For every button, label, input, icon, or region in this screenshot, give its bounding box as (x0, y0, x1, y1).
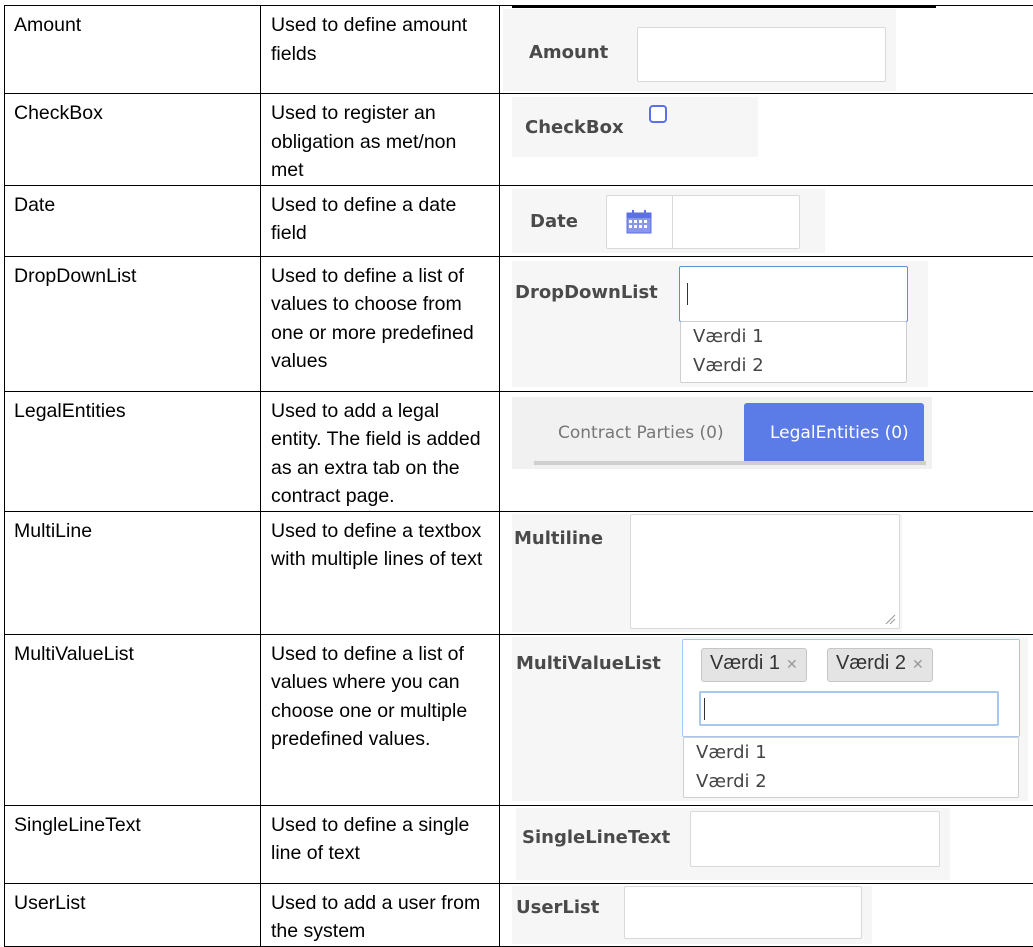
field-preview-cell (500, 256, 1033, 391)
table-row (5, 511, 1033, 634)
dropdown-option[interactable]: Værdi 1 (693, 326, 764, 347)
dropdown-preview (512, 261, 928, 387)
field-name: CheckBox (14, 99, 252, 128)
legal-entities-preview (512, 397, 932, 469)
calendar-icon (626, 210, 652, 234)
field-types-table (4, 5, 1033, 947)
field-description-cell (261, 6, 500, 94)
dropdown-input[interactable] (679, 266, 908, 322)
multiline-textarea[interactable] (630, 514, 900, 629)
field-name-cell (5, 6, 261, 94)
divider (512, 6, 936, 8)
multivalue-preview (512, 637, 1028, 801)
checkbox-input[interactable] (649, 105, 667, 123)
tag-label: Værdi 2 (836, 652, 906, 674)
multivalue-option[interactable]: Værdi 2 (696, 771, 767, 792)
field-name: MultiValueList (14, 640, 252, 669)
multivalue-option[interactable]: Værdi 1 (696, 742, 767, 763)
field-description: Used to add a legal entity. The field is added as an extra tab on the contract page. (271, 397, 491, 511)
dropdown-label: DropDownList (515, 282, 658, 303)
tab-label: Contract Parties (0) (558, 423, 724, 443)
userlist-label: UserList (516, 897, 599, 918)
table-row (5, 256, 1033, 391)
field-name: DropDownList (14, 262, 252, 291)
amount-input[interactable] (637, 27, 886, 82)
field-description-cell (261, 185, 500, 256)
multivalue-input[interactable] (682, 639, 1020, 737)
field-name: Amount (14, 11, 252, 40)
field-name-cell (5, 805, 261, 883)
table-row (5, 634, 1033, 805)
checkbox-preview (512, 97, 758, 157)
field-description: Used to define a date field (271, 191, 491, 248)
field-description-cell (261, 511, 500, 634)
field-preview-cell (500, 805, 1033, 883)
tab-label: LegalEntities (0) (770, 423, 909, 443)
multivalue-search-input[interactable] (699, 691, 999, 726)
calendar-button[interactable] (607, 196, 673, 248)
date-input[interactable] (606, 195, 800, 249)
table-row (5, 883, 1033, 946)
multivalue-options (683, 737, 1019, 798)
field-name: LegalEntities (14, 397, 252, 426)
remove-tag-icon[interactable]: ✕ (912, 656, 924, 672)
tag-label: Værdi 1 (710, 652, 780, 674)
amount-preview (503, 9, 896, 91)
field-preview-cell (500, 185, 1033, 256)
date-label: Date (530, 211, 578, 232)
text-caret (704, 698, 705, 720)
field-name: MultiLine (14, 517, 252, 546)
checkbox-label: CheckBox (525, 117, 624, 138)
field-name-cell (5, 256, 261, 391)
dropdown-option[interactable]: Værdi 2 (693, 355, 764, 376)
multiline-label: Multiline (514, 528, 603, 549)
field-name: UserList (14, 889, 252, 918)
field-description-cell (261, 634, 500, 805)
field-name-cell (5, 185, 261, 256)
table-row (5, 391, 1033, 511)
field-name-cell (5, 883, 261, 946)
tab-contract-parties[interactable] (534, 403, 744, 461)
field-name-cell (5, 511, 261, 634)
field-preview-cell (500, 883, 1033, 946)
tab-underline (534, 461, 926, 465)
userlist-preview (512, 886, 872, 944)
text-caret (687, 283, 688, 305)
field-description: Used to define a list of values where you can choose one or multiple predefined values. (271, 640, 491, 754)
field-description: Used to define amount fields (271, 11, 491, 68)
field-description: Used to register an obligation as met/non met (271, 99, 491, 185)
field-description: Used to define a single line of text (271, 811, 491, 868)
field-name-cell (5, 391, 261, 511)
field-name-cell (5, 634, 261, 805)
field-description: Used to define a textbox with multiple lines of text (271, 517, 491, 574)
tab-legal-entities[interactable] (744, 403, 924, 461)
field-name-cell (5, 94, 261, 186)
field-description-cell (261, 256, 500, 391)
table-row (5, 805, 1033, 883)
field-description: Used to define a list of values to choose from one or more predefined values (271, 262, 491, 376)
field-description-cell (261, 391, 500, 511)
table-row (5, 6, 1033, 94)
field-description-cell (261, 805, 500, 883)
field-preview-cell (500, 391, 1033, 511)
field-name: Date (14, 191, 252, 220)
table-row (5, 94, 1033, 186)
multiline-preview (512, 514, 902, 632)
singleline-input[interactable] (690, 811, 940, 867)
field-preview-cell (500, 634, 1033, 805)
singleline-preview (516, 808, 950, 880)
table-row (5, 185, 1033, 256)
userlist-input[interactable] (624, 886, 862, 939)
selected-tag (701, 648, 807, 682)
field-preview-cell (500, 94, 1033, 186)
singleline-label: SingleLineText (522, 827, 670, 848)
field-description: Used to add a user from the system (271, 889, 491, 946)
resize-handle-icon[interactable] (884, 613, 896, 625)
selected-tag (827, 648, 933, 682)
multivalue-label: MultiValueList (516, 653, 661, 674)
amount-label: Amount (529, 42, 608, 63)
date-preview (512, 189, 825, 253)
field-preview-cell (500, 6, 1033, 94)
dropdown-options (680, 321, 907, 383)
remove-tag-icon[interactable]: ✕ (786, 656, 798, 672)
field-description-cell (261, 883, 500, 946)
field-name: SingleLineText (14, 811, 252, 840)
field-description-cell (261, 94, 500, 186)
field-preview-cell (500, 511, 1033, 634)
